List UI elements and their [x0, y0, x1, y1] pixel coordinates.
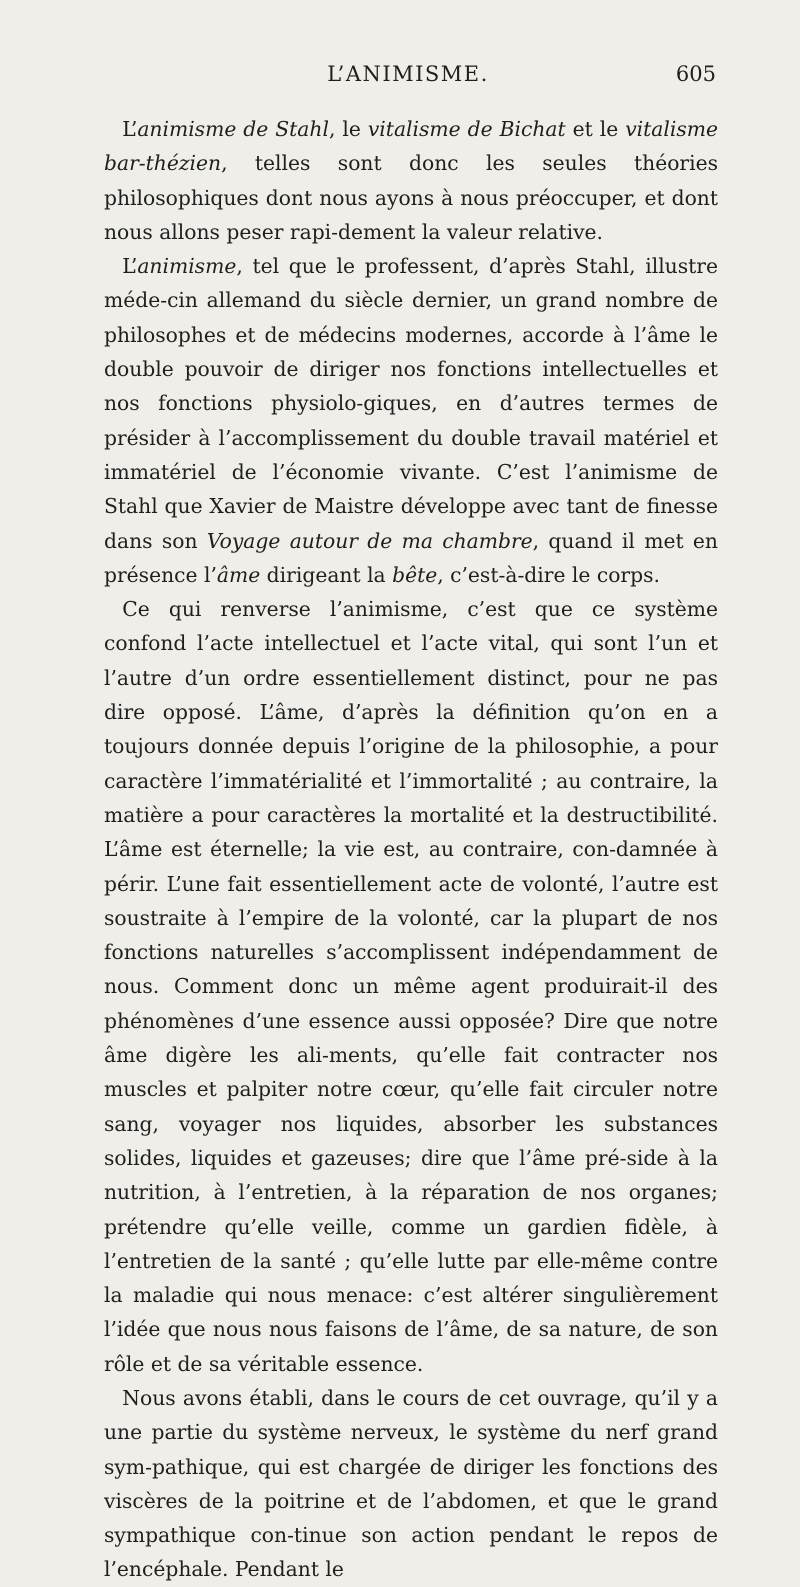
- text-run: Ce qui renverse l’animisme, c’est que ce système confond l’acte intellectuel et l’acte vital, qui sont l’un et l’autre d’un ordre essentiellement distinct, pour ne pas dire opposé. L’âme, d’après la définition qu’on en a toujours donnée depuis l’origine de la philosophie, a pour caractère l’immatérialité et l’immortalité ; au contraire, la matière a pour caractères la mortalité et la destructibilité. L’âme est éternelle; la vie est, au contraire, con-damnée à périr. L’une fait essentiellement acte de volonté, l’autre est soustraite à l’empire de la volonté, car la plupart de nos fonctions naturelles s’accomplissent indépendamment de nous. Comment donc un même agent produirait-il des phénomènes d’une essence aussi opposée? Dire que notre âme digère les ali-ments, qu’elle fait contracter nos muscles et palpiter notre cœur, qu’elle fait circuler notre sang, voyager nos liquides, absorber les substances solides, liquides et gazeuses; dire que l’âme pré-side à la nutrition, à l’entretien, à la réparation de nos organes; prétendre qu’elle veille, comme un gardien fidèle, à l’entretien de la santé ; qu’elle lutte par elle-même contre la maladie qui nous menace: c’est altérer singulièrement l’idée que nous nous faisons de l’âme, de sa nature, de son rôle et de sa véritable essence.: [104, 597, 718, 1376]
- paragraph-1: [104, 112, 718, 249]
- text-run: L’: [122, 254, 138, 279]
- text-run: , le: [328, 117, 368, 141]
- paragraph-2: [104, 249, 718, 592]
- text-run: Nous avons établi, dans le cours de cet ouvrage, qu’il y a une partie du système nerveux, le système du nerf grand sym-pathique, qui est chargée de diriger les fonctions des viscères de la poitrine et de l’abdomen, et que le grand sympathique con-tinue son action pendant le repos de l’encéphale. Pendant le: [104, 1385, 718, 1582]
- italic-run: âme: [216, 562, 261, 587]
- text-run: , tel que le professent, d’après Stahl, illustre méde-cin allemand du siècle dernier, un grand nombre de philosophes et de médecins modernes, accorde à l’âme le double pouvoir de diriger nos fonctions intellectuelles et nos fonctions physiolo-giques, en d’autres termes de présider à l’accomplissement du double travail matériel et immatériel de l’économie vivante. C’est l’animisme de Stahl que Xavier de Maistre développe avec tant de finesse dans son: [104, 254, 718, 553]
- page-header: [100, 62, 716, 102]
- running-title: L’ANIMISME.: [327, 62, 489, 86]
- text-run: dirigeant la: [260, 562, 393, 587]
- text-run: et le: [565, 117, 626, 141]
- paragraph-3: [104, 592, 718, 1381]
- text-run: , quand il met en présence l’: [104, 528, 718, 587]
- italic-run: vitalisme bar-thézien: [104, 117, 718, 176]
- text-run: L’: [122, 117, 138, 141]
- italic-run: animisme: [137, 254, 237, 279]
- text-body: [104, 112, 718, 1587]
- text-run: , c’est-à-dire le corps.: [437, 562, 660, 587]
- italic-run: Voyage autour de ma chambre: [206, 528, 533, 553]
- italic-run: bête: [392, 562, 438, 587]
- paragraph-4: [104, 1381, 718, 1587]
- page-number: 605: [675, 62, 716, 86]
- text-run: , telles sont donc les seules théories philosophiques dont nous ayons à nous préoccuper, et dont nous allons peser rapi-dement la valeur relative.: [104, 151, 718, 244]
- italic-run: vitalisme de Bichat: [367, 117, 566, 141]
- italic-run: animisme de Stahl: [137, 117, 329, 141]
